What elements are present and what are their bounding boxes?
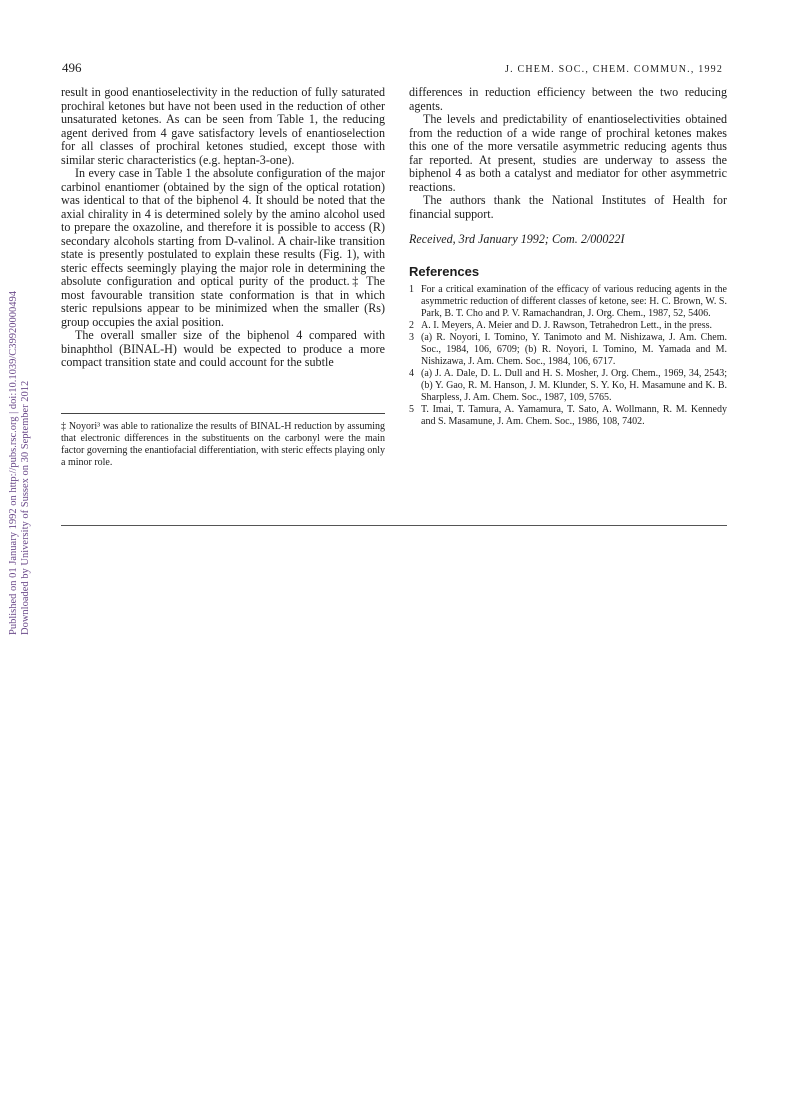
footnote-rule xyxy=(61,413,385,414)
bottom-rule xyxy=(61,525,727,526)
page-number: 496 xyxy=(62,60,82,75)
reference-item: 2 A. I. Meyers, A. Meier and D. J. Rawson, Tetrahedron Lett., in the press. xyxy=(409,320,712,331)
received-date: Received, 3rd January 1992; Com. 2/00022I xyxy=(409,232,625,246)
sidebar-published-link[interactable]: Published on 01 January 1992 on http://pubs.rsc.org | doi:10.1039/C39920000494 xyxy=(8,290,19,635)
right-paragraph-2: The levels and predictability of enantioselectivities obtained from the reduction of a wide range of prochiral ketones makes this one of the more versatile asymmetric reducing agents thus far reported. At present, studies are underway to assess the biphenol 4 as both a catalyst and mediator for other asymmetric reactions. xyxy=(409,112,727,194)
download-sidebar xyxy=(0,280,30,640)
reference-item: 5 T. Imai, T. Tamura, A. Yamamura, T. Sato, A. Wollmann, R. M. Kennedy and S. Masamune, J. Am. Chem. Soc., 1986, 108, 7402. xyxy=(409,404,727,427)
references-heading: References xyxy=(409,263,480,279)
left-paragraph-1: result in good enantioselectivity in the reduction of fully saturated prochiral ketones but have not been used in the reduction of other unsaturated ketones. As can be seen from Table 1, the reducing agent derived from 4 gave satisfactory levels of enantioselection for all classes of prochiral ketones studied, except those with similar steric characteristics (e.g. heptan-3-one). xyxy=(61,85,385,167)
right-paragraph-1: differences in reduction efficiency between the two reducing agents. xyxy=(409,85,727,113)
reference-item: 3 (a) R. Noyori, I. Tomino, Y. Tanimoto and M. Nishizawa, J. Am. Chem. Soc., 1984, 106, 6709; (b) R. Noyori, I. Tomino, M. Yamada and M. Nishizawa, J. Am. Chem. Soc., 1984, 106, 6717. xyxy=(409,332,727,367)
acknowledgement: The authors thank the National Institutes of Health for financial support. xyxy=(409,193,727,221)
left-column xyxy=(61,86,385,370)
right-column xyxy=(409,86,727,428)
left-paragraph-3: The overall smaller size of the biphenol 4 compared with binaphthol (BINAL-H) would be expected to produce a more compact transition state and could account for the subtle xyxy=(61,328,385,369)
left-paragraph-2: In every case in Table 1 the absolute configuration of the major carbinol enantiomer (obtained by the sign of the optical rotation) was identical to that of the biphenol 4. It should be noted that the axial chirality in 4 is determined solely by the amino alcohol used to prepare the oxazoline, and therefore it is possible to access (R) secondary alcohols starting from D-valinol. A chair-like transition state is presently postulated to explain these results (Fig. 1), with steric effects seemingly playing the major role in determining the absolute configuration and optical purity of the product.‡ The most favourable transition state conformation is that in which steric repulsions appear to be minimized when the smaller (Rs) group occupies the axial position. xyxy=(61,166,385,329)
reference-list xyxy=(409,284,727,428)
reference-item: 4 (a) J. A. Dale, D. L. Dull and H. S. Mosher, J. Org. Chem., 1969, 34, 2543; (b) Y. Gao, R. M. Hanson, J. M. Klunder, S. Y. Ko, H. Masamune and K. B. Sharpless, J. Am. Chem. Soc., 1987, 109, 5765. xyxy=(409,368,727,403)
sidebar-downloaded-note: Downloaded by University of Sussex on 30 September 2012 xyxy=(20,380,31,635)
footnote: ‡ Noyori³ was able to rationalize the results of BINAL-H reduction by assuming that electronic differences in the substituents on the carbonyl were the main factor governing the enantiofacial differentiation, with steric effects playing only a minor role. xyxy=(61,421,385,468)
running-head: J. CHEM. SOC., CHEM. COMMUN., 1992 xyxy=(505,64,724,75)
reference-item: 1 For a critical examination of the efficacy of various reducing agents in the asymmetric reduction of different classes of ketone, see: H. C. Brown, W. S. Park, B. T. Cho and P. V. Ramachandran, J. Org. Chem., 1987, 52, 5406. xyxy=(409,284,727,319)
